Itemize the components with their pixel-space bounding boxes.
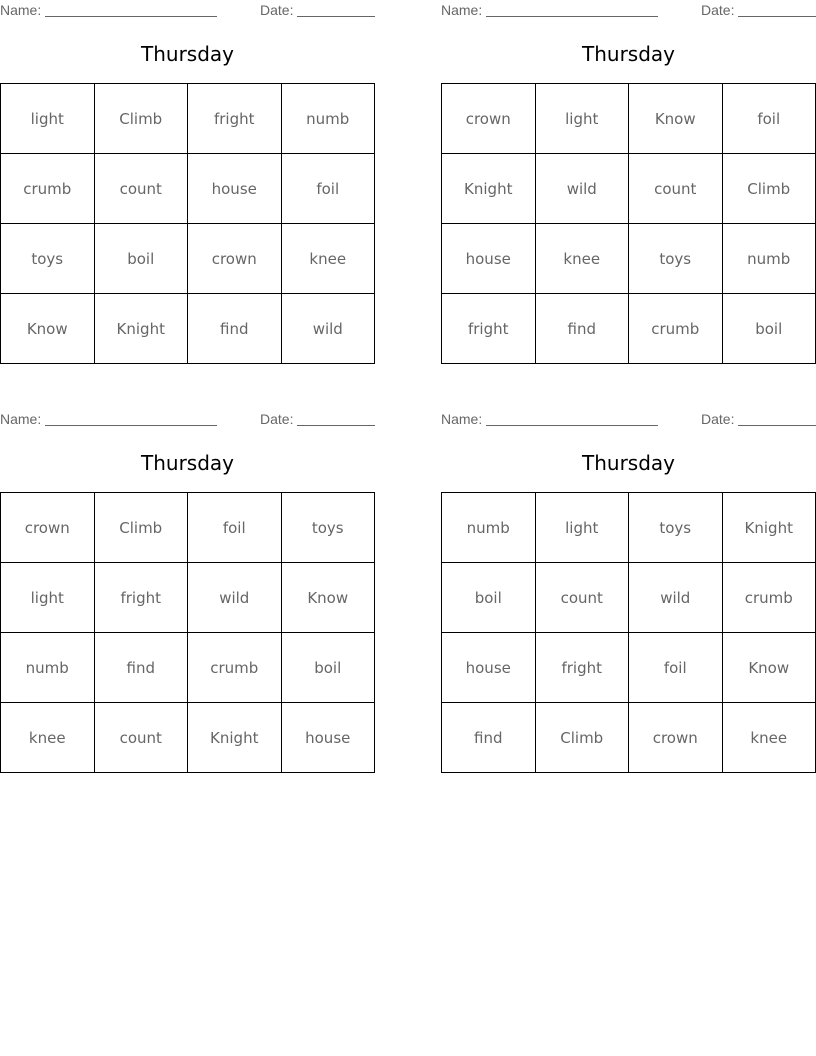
grid-row	[1, 224, 375, 294]
name-line	[45, 425, 217, 426]
grid-cell: toys	[1, 224, 95, 294]
grid-cell: foil	[629, 633, 723, 703]
grid-cell: wild	[629, 563, 723, 633]
card-title: Thursday	[582, 42, 675, 66]
grid-cell: wild	[535, 154, 629, 224]
date-line	[297, 16, 375, 17]
grid-row	[442, 154, 816, 224]
grid-cell: crown	[629, 703, 723, 773]
grid-cell: house	[188, 154, 282, 224]
grid-cell: foil	[188, 493, 282, 563]
bingo-grid	[441, 492, 816, 773]
bingo-card-1	[0, 0, 375, 338]
name-label: Name:	[441, 411, 483, 427]
grid-cell: Know	[722, 633, 816, 703]
bingo-card-3	[0, 409, 375, 747]
grid-cell: count	[94, 703, 188, 773]
grid-row	[1, 154, 375, 224]
date-label: Date:	[260, 2, 294, 18]
grid-row	[1, 563, 375, 633]
name-label: Name:	[0, 2, 42, 18]
date-label: Date:	[701, 411, 735, 427]
grid-cell: Knight	[442, 154, 536, 224]
grid-cell: wild	[188, 563, 282, 633]
card-title: Thursday	[582, 451, 675, 475]
name-line	[486, 16, 658, 17]
grid-row	[442, 84, 816, 154]
date-label: Date:	[260, 411, 294, 427]
grid-cell: find	[535, 294, 629, 364]
bingo-card-2	[441, 0, 816, 338]
grid-cell: crumb	[629, 294, 723, 364]
grid-row	[442, 703, 816, 773]
grid-cell: Knight	[188, 703, 282, 773]
grid-cell: toys	[629, 224, 723, 294]
name-line	[486, 425, 658, 426]
grid-cell: crumb	[1, 154, 95, 224]
grid-cell: boil	[442, 563, 536, 633]
grid-cell: foil	[281, 154, 375, 224]
name-line	[45, 16, 217, 17]
grid-cell: crumb	[722, 563, 816, 633]
grid-cell: Climb	[94, 493, 188, 563]
grid-cell: numb	[281, 84, 375, 154]
grid-cell: numb	[442, 493, 536, 563]
grid-cell: house	[442, 224, 536, 294]
grid-row	[1, 493, 375, 563]
grid-cell: numb	[722, 224, 816, 294]
date-line	[738, 425, 816, 426]
card-header	[0, 0, 375, 22]
card-header	[441, 409, 816, 431]
grid-row	[1, 84, 375, 154]
card-title: Thursday	[141, 451, 234, 475]
grid-cell: knee	[722, 703, 816, 773]
grid-cell: numb	[1, 633, 95, 703]
grid-cell: find	[188, 294, 282, 364]
grid-cell: crumb	[188, 633, 282, 703]
name-label: Name:	[0, 411, 42, 427]
grid-row	[1, 703, 375, 773]
grid-row	[442, 633, 816, 703]
grid-cell: house	[442, 633, 536, 703]
name-label: Name:	[441, 2, 483, 18]
grid-cell: fright	[94, 563, 188, 633]
grid-cell: foil	[722, 84, 816, 154]
bingo-card-4	[441, 409, 816, 747]
grid-cell: Know	[281, 563, 375, 633]
grid-cell: light	[535, 84, 629, 154]
card-title: Thursday	[141, 42, 234, 66]
grid-cell: crown	[442, 84, 536, 154]
grid-cell: fright	[188, 84, 282, 154]
grid-cell: boil	[94, 224, 188, 294]
grid-row	[1, 294, 375, 364]
grid-cell: crown	[188, 224, 282, 294]
grid-cell: boil	[722, 294, 816, 364]
grid-row	[442, 493, 816, 563]
grid-cell: count	[629, 154, 723, 224]
grid-cell: boil	[281, 633, 375, 703]
grid-cell: light	[1, 563, 95, 633]
grid-cell: Climb	[94, 84, 188, 154]
date-label: Date:	[701, 2, 735, 18]
grid-cell: wild	[281, 294, 375, 364]
grid-cell: Knight	[722, 493, 816, 563]
grid-cell: light	[535, 493, 629, 563]
date-line	[297, 425, 375, 426]
grid-cell: fright	[442, 294, 536, 364]
grid-cell: knee	[1, 703, 95, 773]
card-header	[0, 409, 375, 431]
bingo-grid	[0, 83, 375, 364]
grid-cell: count	[94, 154, 188, 224]
card-header	[441, 0, 816, 22]
grid-cell: fright	[535, 633, 629, 703]
grid-cell: toys	[629, 493, 723, 563]
grid-cell: crown	[1, 493, 95, 563]
grid-cell: knee	[281, 224, 375, 294]
grid-cell: knee	[535, 224, 629, 294]
grid-cell: find	[94, 633, 188, 703]
grid-row	[442, 294, 816, 364]
date-line	[738, 16, 816, 17]
grid-cell: Knight	[94, 294, 188, 364]
grid-cell: light	[1, 84, 95, 154]
grid-row	[1, 633, 375, 703]
bingo-grid	[0, 492, 375, 773]
grid-cell: house	[281, 703, 375, 773]
grid-cell: Climb	[535, 703, 629, 773]
grid-cell: Know	[1, 294, 95, 364]
grid-row	[442, 563, 816, 633]
grid-row	[442, 224, 816, 294]
grid-cell: Climb	[722, 154, 816, 224]
grid-cell: find	[442, 703, 536, 773]
grid-cell: Know	[629, 84, 723, 154]
bingo-grid	[441, 83, 816, 364]
grid-cell: toys	[281, 493, 375, 563]
grid-cell: count	[535, 563, 629, 633]
